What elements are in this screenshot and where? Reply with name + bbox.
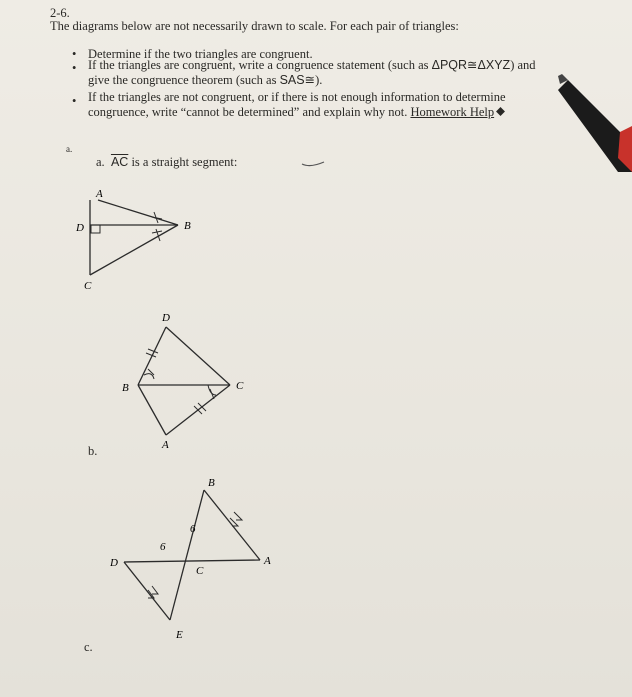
label-b: B bbox=[122, 382, 129, 394]
bullet-dot: • bbox=[72, 94, 77, 108]
part-a-label: a. bbox=[66, 144, 73, 154]
pencil-icon bbox=[496, 107, 505, 116]
arrow-mark bbox=[152, 586, 158, 594]
figure-b bbox=[110, 305, 260, 450]
problem-number: 2-6. bbox=[50, 6, 70, 20]
bullet-2-text-a: If the triangles are congruent, write a congruence statement (such as bbox=[88, 58, 432, 72]
arrow-mark bbox=[234, 512, 242, 520]
label-c: C bbox=[196, 565, 204, 577]
length-label: 6 bbox=[160, 541, 166, 553]
label-a: A bbox=[96, 188, 103, 200]
label-d: D bbox=[110, 557, 118, 569]
bullet-dot: • bbox=[72, 47, 77, 61]
intro-text: The diagrams below are not necessarily drawn to scale. For each pair of triangles: bbox=[50, 19, 459, 33]
segment-dc bbox=[166, 327, 230, 385]
segment-ab bbox=[98, 200, 178, 225]
segment-de bbox=[124, 562, 170, 620]
figure-a bbox=[70, 185, 200, 295]
label-c: C bbox=[84, 280, 92, 292]
theorem-example: SAS≅ bbox=[279, 73, 316, 87]
segment-ba bbox=[138, 385, 166, 435]
label-c: C bbox=[236, 380, 244, 392]
label-e: E bbox=[176, 629, 183, 641]
homework-help-link[interactable]: Homework Help bbox=[410, 105, 495, 119]
tick-mark bbox=[146, 353, 156, 357]
angle-arc bbox=[144, 374, 154, 379]
bullet-2-text-b: ) and bbox=[510, 58, 536, 72]
segment-cb bbox=[90, 225, 178, 275]
part-a-prompt bbox=[96, 155, 237, 170]
segment-da bbox=[124, 560, 260, 562]
segment-db bbox=[138, 327, 166, 385]
part-c-label: c. bbox=[84, 640, 93, 654]
right-angle-mark bbox=[91, 225, 100, 233]
tick-mark bbox=[148, 349, 158, 353]
segment-ac: $\overline{AC}$ bbox=[110, 155, 129, 169]
pen-tick-mark bbox=[300, 158, 326, 170]
bullet-2-text-d: ). bbox=[315, 73, 323, 87]
bullet-2-line-1 bbox=[88, 57, 536, 73]
label-d: D bbox=[162, 312, 170, 324]
label-a: A bbox=[264, 555, 271, 567]
bullet-2-text-c: give the congruence theorem (such as bbox=[88, 73, 280, 87]
bullet-3-text: congruence, write “cannot be determined” and explain why not. bbox=[88, 105, 411, 119]
figure-c bbox=[110, 470, 280, 645]
bullet-3-line-2 bbox=[88, 105, 505, 120]
length-label: 6 bbox=[190, 523, 196, 535]
part-a-text: is a straight segment: bbox=[128, 155, 238, 169]
part-b-label: b. bbox=[88, 444, 98, 458]
bullet-1-text: Determine if the two triangles are congruent. bbox=[88, 47, 313, 61]
segment-ba bbox=[204, 490, 260, 560]
pen-icon bbox=[548, 72, 632, 172]
label-d: D bbox=[76, 222, 84, 234]
label-a: A bbox=[162, 439, 169, 450]
bullet-2-line-2 bbox=[88, 72, 322, 88]
label-b: B bbox=[208, 477, 215, 489]
label-b: B bbox=[184, 220, 191, 232]
part-a-sub-label: a. bbox=[96, 155, 105, 169]
segment-be bbox=[170, 490, 204, 620]
bullet-3-line-1: If the triangles are not congruent, or if there is not enough information to determine bbox=[88, 90, 506, 104]
congruence-statement-example: ΔPQR≅ΔXYZ bbox=[431, 58, 511, 72]
bullet-dot: • bbox=[72, 61, 77, 75]
